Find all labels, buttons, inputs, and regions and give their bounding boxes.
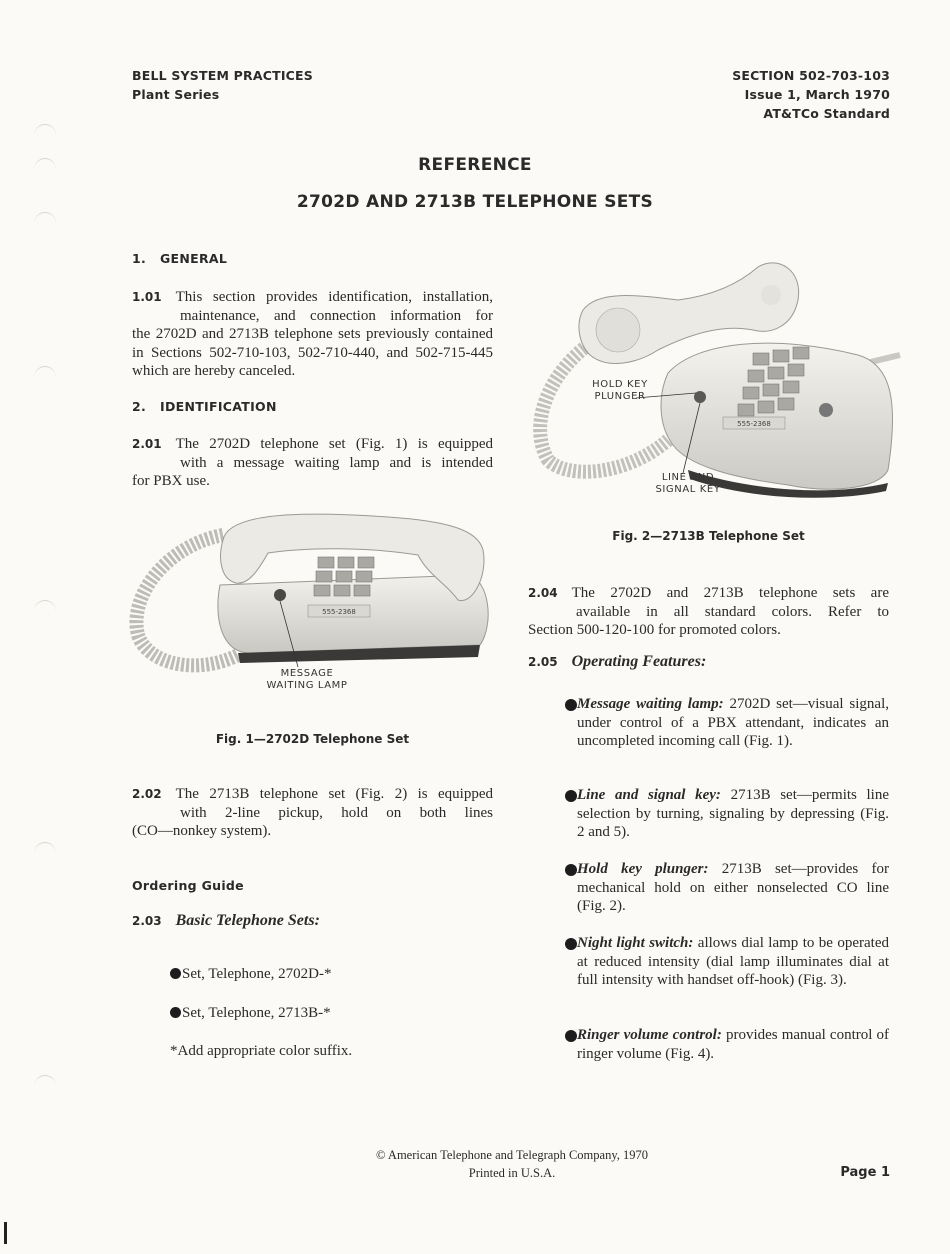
paragraph-1-01 <box>132 288 493 381</box>
paragraph-text: (CO—nonkey system). <box>132 823 272 839</box>
bullet-icon <box>565 864 577 876</box>
feature-item <box>565 1026 889 1063</box>
paragraph-2-03 <box>132 912 320 930</box>
paragraph-title: Basic Telephone Sets: <box>175 912 320 929</box>
section-heading-identification: 2. IDENTIFICATION <box>132 399 277 414</box>
page-edge-mark <box>4 1222 7 1244</box>
feature-text: 2702D set—visual signal, under control of a PBX attendant, indicates an uncompleted incoming call (Fig. 1). <box>577 696 889 749</box>
paragraph-number: 2.03 <box>132 914 162 928</box>
ordering-guide-heading: Ordering Guide <box>132 878 244 893</box>
bullet-icon <box>565 699 577 711</box>
fig2-callout-line-signal-key <box>638 472 738 496</box>
header-left <box>132 66 313 104</box>
issue-date: Issue 1, March 1970 <box>744 87 890 102</box>
callout-text: LINE AND <box>661 472 715 483</box>
paragraph-text: with 2-line pickup, hold on both lines <box>180 804 493 821</box>
paragraph-title: Operating Features: <box>571 653 707 670</box>
callout-text: HOLD KEY <box>592 379 648 390</box>
bullet-icon <box>565 790 577 802</box>
standard-label: AT&TCo Standard <box>763 106 890 121</box>
feature-item <box>565 695 889 751</box>
paragraph-text: This section provides identification, installation, <box>175 289 493 305</box>
paragraph-number: 1.01 <box>132 290 162 304</box>
section-heading-general: 1. GENERAL <box>132 251 228 266</box>
callout-text: PLUNGER <box>594 391 646 402</box>
list-item <box>170 1005 331 1022</box>
section-number: SECTION 502-703-103 <box>732 68 890 83</box>
feature-text: allows dial lamp to be operated at reduced intensity (dial lamp illuminates dial at full intensity with handset off-hook) (Fig. 3). <box>577 935 890 988</box>
page-subtitle: 2702D AND 2713B TELEPHONE SETS <box>296 192 654 212</box>
series-subname: Plant Series <box>132 87 220 102</box>
callout-text: WAITING LAMP <box>266 680 348 691</box>
list-item <box>170 966 331 983</box>
feature-text: provides manual control of ringer volume (Fig. 4). <box>577 1027 890 1062</box>
feature-text: 2713B set—provides for mechanical hold on either nonselected CO line (Fig. 2). <box>577 861 889 914</box>
feature-item <box>565 860 889 916</box>
feature-term: Ringer volume control: <box>577 1027 722 1043</box>
bullet-icon <box>565 1030 577 1042</box>
fig2-callout-hold-key <box>575 379 665 403</box>
header-right <box>732 66 890 123</box>
page-title: REFERENCE <box>418 155 532 175</box>
list-item-text: Set, Telephone, 2713B-* <box>182 1005 331 1021</box>
page-number: Page 1 <box>840 1165 890 1180</box>
feature-term: Night light switch: <box>577 935 694 951</box>
printed-in-text: Printed in U.S.A. <box>468 1166 556 1180</box>
telephone-2713b-photo <box>528 255 903 500</box>
paragraph-text: with a message waiting lamp and is intended <box>180 454 493 471</box>
feature-term: Message waiting lamp: <box>577 696 724 712</box>
paragraph-2-04 <box>528 584 889 640</box>
paragraph-text: The 2702D telephone set (Fig. 1) is equipped <box>175 436 493 452</box>
footer-copyright-block <box>262 1146 762 1182</box>
figure-2-caption: Fig. 2—2713B Telephone Set <box>612 529 805 543</box>
paragraph-2-01 <box>132 435 493 491</box>
paragraph-number: 2.02 <box>132 787 162 801</box>
fig1-number-card: 555-2368 <box>322 608 356 616</box>
callout-text: SIGNAL KEY <box>655 484 721 495</box>
paragraph-number: 2.05 <box>528 655 558 669</box>
figure-1-caption: Fig. 1—2702D Telephone Set <box>215 732 410 746</box>
feature-item <box>565 934 889 990</box>
feature-text: 2713B set—permits line selection by turning, signaling by depressing (Fig. 2 and 5). <box>577 787 889 840</box>
feature-term: Line and signal key: <box>577 787 721 803</box>
paragraph-text: The 2702D and 2713B telephone sets are <box>571 585 889 601</box>
paragraph-text: maintenance, and connection information for <box>180 307 493 324</box>
copyright-text: © American Telephone and Telegraph Company, 1970 <box>375 1148 649 1162</box>
paragraph-number: 2.04 <box>528 586 558 600</box>
paragraph-text: The 2713B telephone set (Fig. 2) is equipped <box>175 786 493 802</box>
bullet-icon <box>565 938 577 950</box>
paragraph-text: Section 500-120-100 for promoted colors. <box>528 622 781 638</box>
feature-term: Hold key plunger: <box>577 861 709 877</box>
fig1-callout-message-lamp <box>248 668 366 692</box>
list-item-text: Set, Telephone, 2702D-* <box>182 966 332 982</box>
paragraph-2-02 <box>132 785 493 841</box>
fig2-number-card: 555-2368 <box>737 420 771 428</box>
paragraph-text: for PBX use. <box>132 473 210 489</box>
feature-item <box>565 786 889 842</box>
paragraph-number: 2.01 <box>132 437 162 451</box>
series-name: BELL SYSTEM PRACTICES <box>132 68 313 83</box>
bullet-icon <box>170 1007 181 1018</box>
bullet-icon <box>170 968 181 979</box>
footnote: *Add appropriate color suffix. <box>170 1043 353 1059</box>
callout-text: MESSAGE <box>280 668 334 679</box>
paragraph-text: the 2702D and 2713B telephone sets previously contained in Sections 502-710-103, 502-710-440, and 502-715-445 which are hereby canceled. <box>132 326 493 379</box>
paragraph-text: available in all standard colors. Refer to <box>576 603 889 620</box>
paragraph-2-05 <box>528 653 706 671</box>
